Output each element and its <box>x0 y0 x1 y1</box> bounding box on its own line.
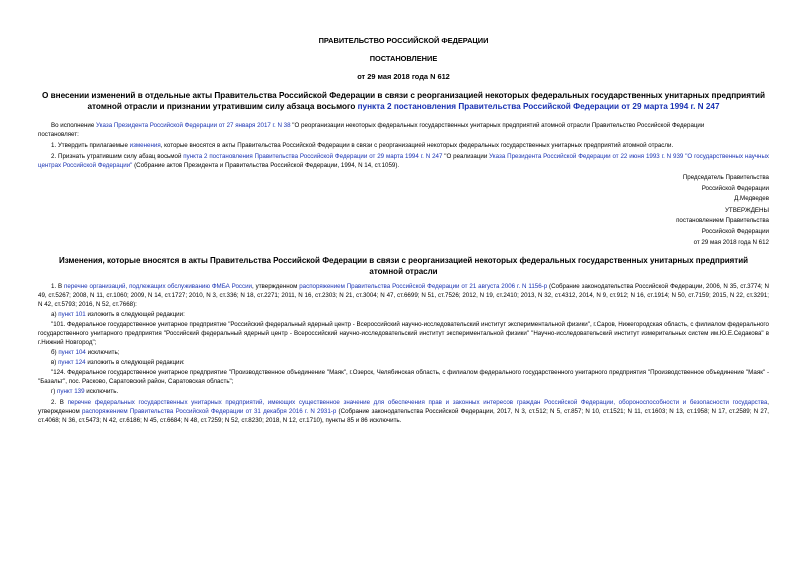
document-date-number: от 29 мая 2018 года N 612 <box>357 72 450 81</box>
change-1d-prefix: г) <box>51 388 58 396</box>
link-item-104[interactable]: пункт 104 <box>58 349 86 357</box>
link-decree-939[interactable]: Указа Президента Российской Федерации от 22 июня 1993 г. N 939 "О государственных научных центрах Российской Федерации" <box>38 153 769 169</box>
change-1c-text: "124. Федеральное государственное унитарное предприятие "Производственное объединение "Маяк", г.Озерск, Челябинская область, с филиалом федерального государственного унитарного предприятия "Производственное объединение "Маяк" - "Базальт", пос. Расково, Саратовский район, Саратовская область"; <box>38 369 769 386</box>
approval-date: от 29 мая 2018 года N 612 <box>693 238 769 246</box>
change-1a-suffix: изложить в следующей редакции: <box>85 311 185 319</box>
change-2-paragraph <box>38 398 769 425</box>
link-changes[interactable]: изменения <box>129 142 161 149</box>
change-2-mid: , утвержденном <box>38 399 769 416</box>
change-1c <box>38 358 769 367</box>
change-1a-prefix: а) <box>51 311 59 319</box>
change-1a-text: "101. Федеральное государственное унитарное предприятие "Российский федеральный ядерный центр - Всероссийский научно-исследовательский институт экспериментальной физики", г.Саров, Нижегородская область, с филиалом федерального государственного унитарного предприятия "Российский федеральный ядерный центр - Всероссийский научно-исследовательский институт экспериментальной физики" "Научно-исследовательский институт измерительных систем им.Ю.Е.Седакова" в г.Нижний Новгород"; <box>38 321 769 347</box>
approval-line-2: постановлением Правительства <box>676 217 769 225</box>
item-2-prefix: 2. Признать утратившим силу абзац восьмой <box>51 153 184 160</box>
document-title-text: О внесении изменений в отдельные акты Правительства Российской Федерации в связи с реорганизацией некоторых федеральных государственных унитарных предприятий атомной отрасли и признании утратившим силу абзаца восьмого <box>41 91 766 111</box>
link-item-124[interactable]: пункт 124 <box>58 359 86 367</box>
preamble-paragraph <box>38 121 769 130</box>
change-2-suffix: (Собрание законодательства Российской Федерации, 2017, N 3, ст.512; N 5, ст.857; N 10, ст.1521; N 11, ст.1603; N 13, ст.1958; N 17, ст.2589; N 27, ст.4068; N 36, ст.5473; N 42, ст.6186; N 45, ст.6684; N 48, ст.7259; N 52, ст.8230; 2018, N 12, ст.1710), пункты 85 и 86 исключить. <box>38 408 769 425</box>
link-fmba-list[interactable]: перечне организаций, подлежащих обслуживанию ФМБА России <box>64 283 253 291</box>
link-item-101[interactable]: пункт 101 <box>58 311 86 319</box>
preamble-decides: постановляет: <box>38 131 79 138</box>
signature-position: Председатель Правительства <box>682 174 769 181</box>
link-order-2931[interactable]: распоряжением Правительства Российской Федерации от 31 декабря 2016 г. N 2931-р <box>81 408 337 416</box>
approval-heading: УТВЕРЖДЕНЫ <box>725 206 769 214</box>
change-1d <box>38 387 769 396</box>
change-1d-suffix: исключить. <box>84 388 119 396</box>
item-2-paragraph <box>38 152 769 170</box>
government-heading: ПРАВИТЕЛЬСТВО РОССИЙСКОЙ ФЕДЕРАЦИИ <box>318 36 489 45</box>
item-1-suffix: , которые вносятся в акты Правительства Российской Федерации в связи с реорганизацией некоторых федеральных государственных унитарных предприятий атомной отрасли. <box>160 142 674 149</box>
change-1-paragraph <box>38 282 769 309</box>
item-1-prefix: 1. Утвердить прилагаемые <box>51 142 130 149</box>
signature-block <box>38 173 769 205</box>
change-1c-suffix: изложить в следующей редакции: <box>85 359 185 367</box>
preamble-prefix: Во исполнение <box>51 122 96 129</box>
link-decree-38[interactable]: Указа Президента Российской Федерации от 27 января 2017 г. N 38 <box>96 122 291 129</box>
change-2-prefix: 2. В <box>51 399 68 407</box>
approval-line-3: Российской Федерации <box>701 227 769 235</box>
change-1a <box>38 310 769 319</box>
preamble-suffix: "О реорганизации некоторых федеральных государственных унитарных предприятий атомной отрасли Правительство Российской Федерации <box>290 122 705 129</box>
item-1-paragraph <box>38 141 769 150</box>
link-fsue-list[interactable]: перечне федеральных государственных унитарных предприятий, имеющих существенное значение для обеспечения прав и законных интересов граждан Российской Федерации, обороноспособности и безопасности государства <box>67 399 768 407</box>
link-order-1156[interactable]: распоряжением Правительства Российской Федерации от 21 августа 2006 г. N 1156-р <box>299 283 548 291</box>
signature-name: Д.Медведев <box>734 195 769 203</box>
change-1-prefix: 1. В <box>51 283 65 291</box>
change-1b-prefix: б) <box>51 349 59 357</box>
approval-block <box>38 206 769 248</box>
changes-title: Изменения, которые вносятся в акты Правительства Российской Федерации в связи с реорганизацией некоторых федеральных государственных унитарных предприятий атомной отрасли <box>58 256 749 276</box>
change-1b <box>38 348 769 357</box>
document-type-heading: ПОСТАНОВЛЕНИЕ <box>369 54 438 63</box>
title-link-resolution-247[interactable]: пункта 2 постановления Правительства Российской Федерации от 29 марта 1994 г. N 247 <box>357 101 720 111</box>
change-1-mid: , утвержденном <box>252 283 300 291</box>
signature-country: Российской Федерации <box>701 184 769 192</box>
change-1b-suffix: исключить; <box>85 349 120 357</box>
item-2-suffix: (Собрание актов Президента и Правительства Российской Федерации, 1994, N 14, ст.1059). <box>132 162 400 169</box>
link-resolution-247[interactable]: пункта 2 постановления Правительства Российской Федерации от 29 марта 1994 г. N 247 <box>183 153 443 160</box>
link-item-139[interactable]: пункт 139 <box>57 388 85 396</box>
document-title <box>40 91 767 112</box>
change-1-suffix: (Собрание законодательства Российской Федерации, 2006, N 35, ст.3774; N 49, ст.5267; 2008, N 11, ст.1060; 2009, N 14, ст.1727; 2010, N 3, ст.336; N 18, ст.2271; 2011, N 16, ст.2303; N 21, ст.3004; N 47, ст.6699; N 51, ст.7526; 2012, N 19, ст.2410; 2013, N 32, ст.4312, 2014, N 9, ст.912; N 16, ст.1914; N 50, ст.7159; 2015, N 22, ст.3291; N 42, ст.5793; 2016, N 52, ст.7668): <box>38 283 769 309</box>
item-2-mid: "О реализации <box>442 153 490 160</box>
change-1c-prefix: в) <box>51 359 59 367</box>
